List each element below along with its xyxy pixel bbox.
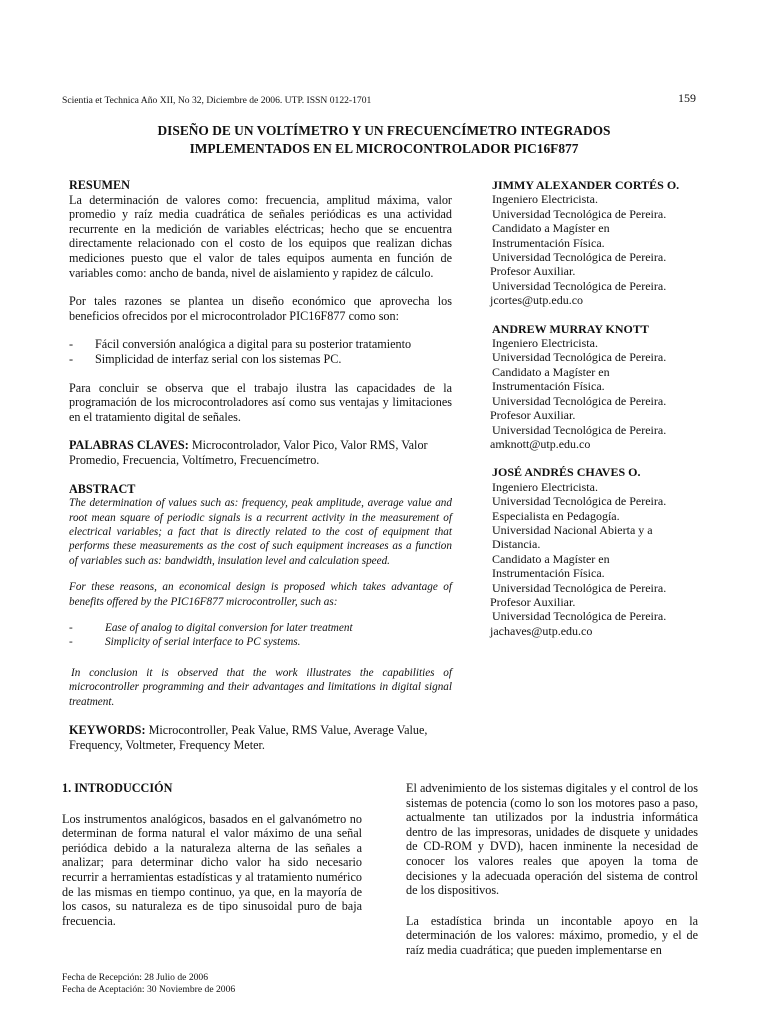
list-item: - Fácil conversión analógica a digital para su posterior tratamiento xyxy=(69,337,412,352)
author-email: jachaves@utp.edu.co xyxy=(490,623,593,638)
journal-header: Scientia et Technica Año XII, No 32, Diciembre de 2006. UTP. ISSN 0122-1701 xyxy=(62,95,372,106)
palabras-claves xyxy=(69,438,452,467)
resumen-section xyxy=(69,178,452,752)
author-name: JIMMY ALEXANDER CORTÉS O. xyxy=(492,178,680,192)
author-block: JOSÉ ANDRÉS CHAVES O. Ingeniero Electricista. Universidad Tecnológica de Pereira. Especialista en Pedagogía. Universidad Nacional Abierta y a Distancia. Candidato a Magíster en Instrumentación Física. Universidad Tecnológica de Pereira. Profesor Auxiliar. Universidad Tecnológica de Pereira. jachaves@utp.edu.co xyxy=(489,465,729,638)
keywords-text: Microcontroller, Peak Value, RMS Value, Average Value, Frequency, Voltmeter, Frequency Meter. xyxy=(69,722,428,752)
title-line-2: IMPLEMENTADOS EN EL MICROCONTROLADOR PIC16F877 xyxy=(189,141,579,156)
authors-section xyxy=(489,178,729,638)
intro-left-column xyxy=(62,781,362,928)
intro-right-paragraph-1: El advenimiento de los sistemas digitales y el control de los sistemas de potencia (como lo son los motores paso a paso, actualmente tan utilizados por la industria informática dentro de las impresoras, unidades de disquete y unidades de CD-ROM y DVD), hacen inminente la necesidad de conocer los valores reales que apoyen la toma de decisiones y la adecuada operación del sistema de control de los dispositivos. xyxy=(406,781,698,898)
abstract-bullet-list xyxy=(69,621,452,650)
paper-title xyxy=(62,122,706,158)
author-block: ANDREW MURRAY KNOTT Ingeniero Electricista. Universidad Tecnológica de Pereira. Candidato a Magíster en Instrumentación Física. Universidad Tecnológica de Pereira. Profesor Auxiliar. Universidad Tecnológica de Pereira. amknott@utp.edu.co xyxy=(489,322,729,452)
keywords xyxy=(69,723,452,752)
intro-right-column xyxy=(406,781,698,958)
author-name: ANDREW MURRAY KNOTT xyxy=(492,321,649,336)
abstract-paragraph-1: The determination of values such as: frequency, peak amplitude, average value and root mean square of periodic signals is a recurrent activity in the measurement of electrical variables; a fact that is directly related to the cost of equipment that performs these measurements as the cost of such equipment increases as a function of variables such as: bandwidth, insulation level and calculation speed. xyxy=(69,497,452,567)
abstract-paragraph-3: In conclusion it is observed that the work illustrates the capabilities of microcontroller programming and their advantages and limitations in digital signal treatment. xyxy=(69,666,452,708)
resumen-paragraph-1: La determinación de valores como: frecuencia, amplitud máxima, valor promedio y raíz media cuadrática de señales periódicas es una actividad recurrente en la medición de variables eléctricas; hecho que se encuentra directamente relacionado con el costo de los equipos que realizan dichas mediciones puesto que el valor de tales equipos aumenta en función de variables como: ancho de banda, nivel de aislamiento y rapidez de cálculo. xyxy=(69,192,452,280)
list-item: - Simplicidad de interfaz serial con los sistemas PC. xyxy=(69,351,342,366)
accepted-date: Fecha de Aceptación: 30 Noviembre de 2006 xyxy=(62,983,236,995)
keywords-label: KEYWORDS: xyxy=(69,722,146,737)
intro-heading: 1. INTRODUCCIÓN xyxy=(62,781,173,795)
title-line-1: DISEÑO DE UN VOLTÍMETRO Y UN FRECUENCÍMETRO INTEGRADOS xyxy=(157,123,611,138)
intro-right-paragraph-2: La estadística brinda un incontable apoyo en la determinación de los valores: máximo, promedio, y el de raíz media cuadrática; que pueden implementarse en xyxy=(406,913,698,957)
author-email: amknott@utp.edu.co xyxy=(490,436,591,451)
list-item: - Ease of analog to digital conversion for later treatment xyxy=(69,621,353,634)
author-email: jcortes@utp.edu.co xyxy=(490,293,584,308)
author-block: JIMMY ALEXANDER CORTÉS O. Ingeniero Electricista. Universidad Tecnológica de Pereira. Candidato a Magíster en Instrumentación Física. Universidad Tecnológica de Pereira. Profesor Auxiliar. Universidad Tecnológica de Pereira. jcortes@utp.edu.co xyxy=(489,178,729,308)
resumen-heading: RESUMEN xyxy=(69,178,130,192)
list-item: - Simplicity of serial interface to PC systems. xyxy=(69,636,301,649)
palabras-claves-label: PALABRAS CLAVES: xyxy=(69,438,189,453)
resumen-bullet-list xyxy=(69,337,452,366)
author-name: JOSÉ ANDRÉS CHAVES O. xyxy=(492,465,641,480)
abstract-paragraph-2: For these reasons, an economical design is proposed which takes advantage of benefits offered by the PIC16F877 microcontroller, such as: xyxy=(69,581,452,608)
resumen-paragraph-2: Por tales razones se plantea un diseño económico que aprovecha los beneficios ofrecidos por el microcontrolador PIC16F877 como son: xyxy=(69,294,452,323)
palabras-claves-text: Microcontrolador, Valor Pico, Valor RMS, Valor Promedio, Frecuencia, Voltímetro, Frecuencímetro. xyxy=(69,438,428,467)
intro-paragraph-1: Los instrumentos analógicos, basados en el galvanómetro no determinan de forma natural el valor máximo de una señal periódica debido a la naturaleza alterna de las señales a analizar; para determinar dicho valor ha sido necesario recurrir a herramientas estadísticas y al tratamiento numérico de las mismas en tiempo continuo, ya que, en la mayoría de los casos, su naturaleza es de tipo sinusoidal puro de baja frecuencia. xyxy=(62,811,362,928)
resumen-paragraph-3: Para concluir se observa que el trabajo ilustra las capacidades de la programación de los microcontroladores así como sus ventajas y limitaciones en el tratamiento digital de señales. xyxy=(69,380,452,424)
page-number: 159 xyxy=(678,91,696,105)
footnote-dates xyxy=(62,972,235,995)
abstract-heading: ABSTRACT xyxy=(69,481,136,496)
received-date: Fecha de Recepción: 28 Julio de 2006 xyxy=(62,972,209,983)
